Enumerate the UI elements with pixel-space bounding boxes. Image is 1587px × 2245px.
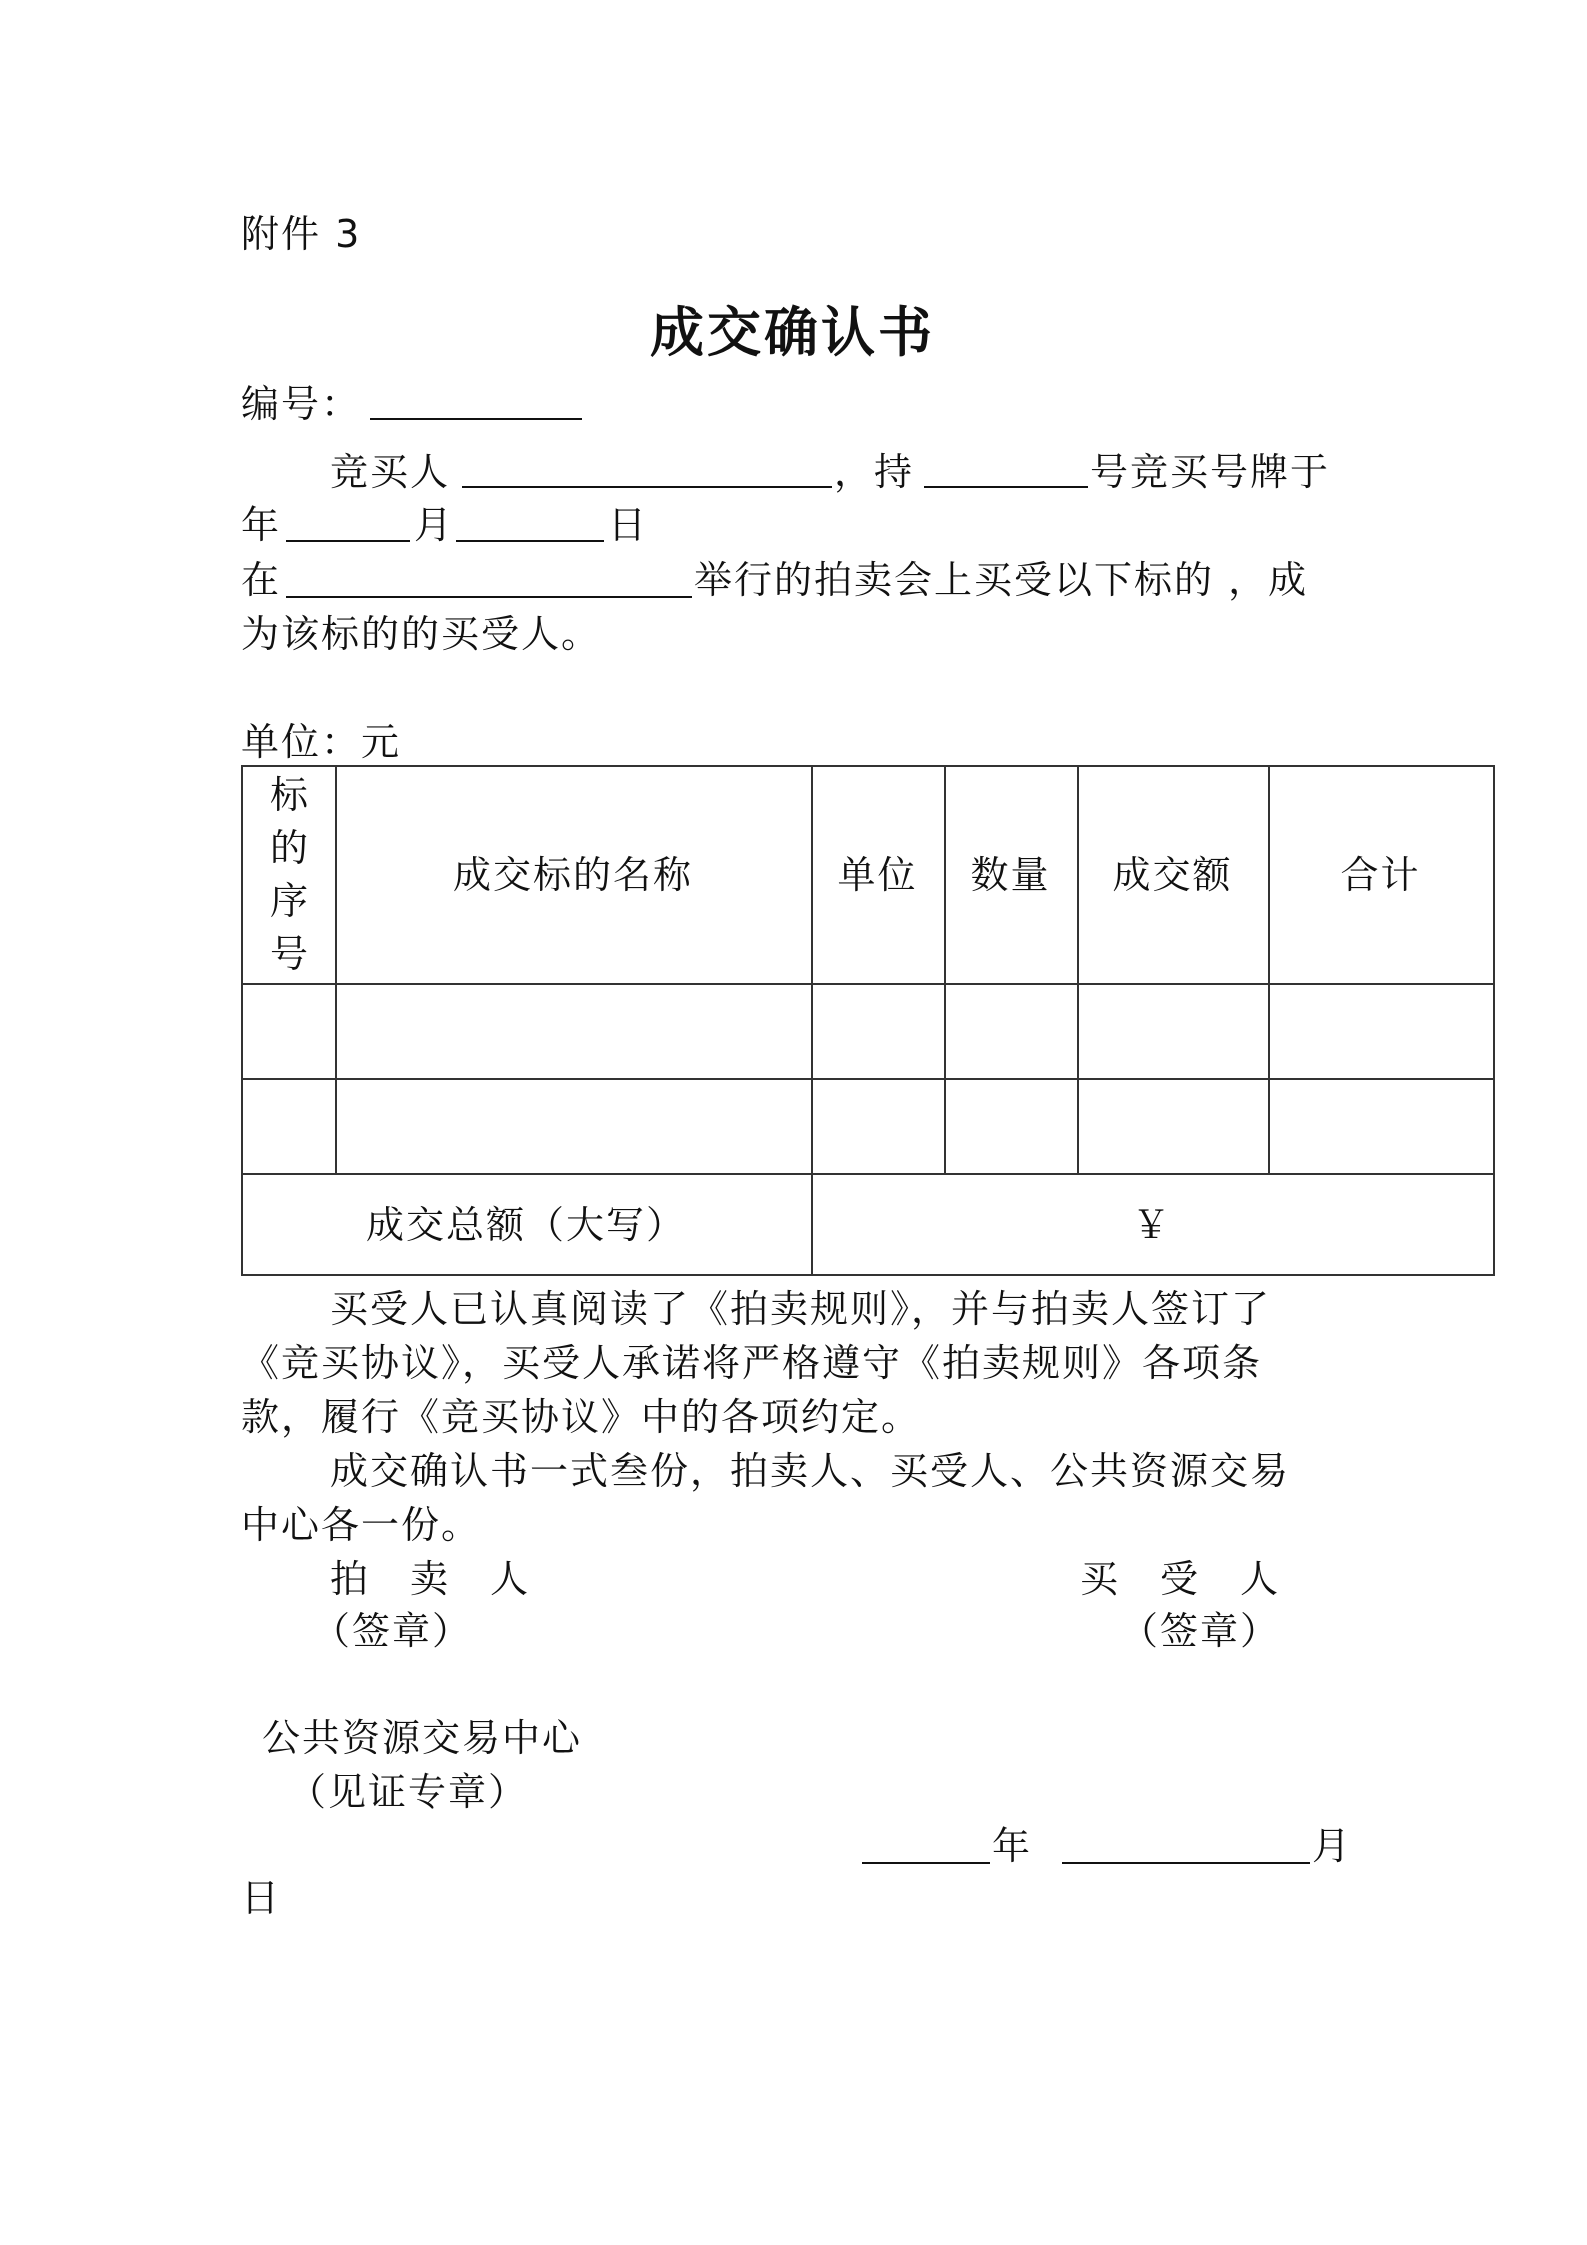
date-year-label: 年 <box>992 1824 1033 1868</box>
table-row-divider <box>241 1173 1495 1175</box>
buyer-seal: （签章） <box>1120 1609 1281 1653</box>
document-title: 成交确认书 <box>650 301 935 364</box>
auctioneer-seal: （签章） <box>312 1609 473 1653</box>
year-blank <box>286 540 410 542</box>
table-col-divider <box>1268 765 1270 1173</box>
date-month-blank <box>1062 1862 1310 1864</box>
month-blank <box>456 540 604 542</box>
table-row-divider <box>241 983 1495 985</box>
table-border-bottom <box>241 1274 1495 1276</box>
transaction-table <box>241 765 1495 1275</box>
at-label: 在 <box>241 558 282 602</box>
bidder-label: 竞买人 <box>330 450 451 494</box>
venue-blank <box>286 596 692 598</box>
year-label: 年 <box>241 503 282 547</box>
paddle-blank <box>924 486 1088 488</box>
table-col-divider <box>944 765 946 1173</box>
copies-line-2: 中心各一份。 <box>241 1503 482 1547</box>
table-border-left <box>241 765 243 1275</box>
terms-line-1: 买受人已认真阅读了《拍卖规则》，并与拍卖人签订了 <box>330 1287 1272 1331</box>
number-blank <box>370 418 582 420</box>
bidder-blank <box>462 486 832 488</box>
header-total: 合计 <box>1340 853 1421 897</box>
auctioneer-label: 拍 卖 人 <box>330 1557 531 1601</box>
header-quantity: 数量 <box>970 853 1051 897</box>
header-unit: 单位 <box>837 853 918 897</box>
table-row-divider <box>241 1078 1495 1080</box>
table-col-divider <box>335 765 337 1173</box>
date-month-label: 月 <box>1312 1824 1353 1868</box>
table-border-top <box>241 765 1495 767</box>
table-col-divider <box>1077 765 1079 1173</box>
month-label: 月 <box>414 503 455 547</box>
total-value: ￥ <box>1131 1203 1172 1247</box>
hold-label: ，持 <box>834 450 915 494</box>
center-label: 公共资源交易中心 <box>262 1716 583 1760</box>
paddle-label: 号竞买号牌于 <box>1090 450 1331 494</box>
buyer-label: 买 受 人 <box>1080 1557 1281 1601</box>
terms-line-3: 款，履行《竞买协议》中的各项约定。 <box>241 1395 922 1439</box>
date-year-blank <box>862 1862 990 1864</box>
copies-line-1: 成交确认书一式叁份，拍卖人、买受人、公共资源交易 <box>330 1449 1291 1493</box>
table-col-divider <box>811 765 813 1275</box>
attachment-label: 附件 3 <box>241 212 362 256</box>
terms-line-2: 《竞买协议》，买受人承诺将严格遵守《拍卖规则》各项条 <box>241 1341 1263 1385</box>
header-amount: 成交额 <box>1112 853 1233 897</box>
unit-line: 单位：元 <box>241 720 402 764</box>
auction-text: 举行的拍卖会上买受以下标的 ，成 <box>694 558 1309 602</box>
total-label: 成交总额（大写） <box>365 1203 686 1247</box>
number-label: 编号： <box>241 382 362 426</box>
center-seal: （见证专章） <box>288 1770 529 1814</box>
table-border-right <box>1493 765 1495 1275</box>
header-item-name: 成交标的名称 <box>452 853 693 897</box>
day-label: 日 <box>608 503 649 547</box>
date-day-label: 日 <box>241 1876 282 1920</box>
header-item-number: 标的序号 <box>269 773 308 976</box>
become-text: 为该标的的买受人。 <box>241 612 602 656</box>
